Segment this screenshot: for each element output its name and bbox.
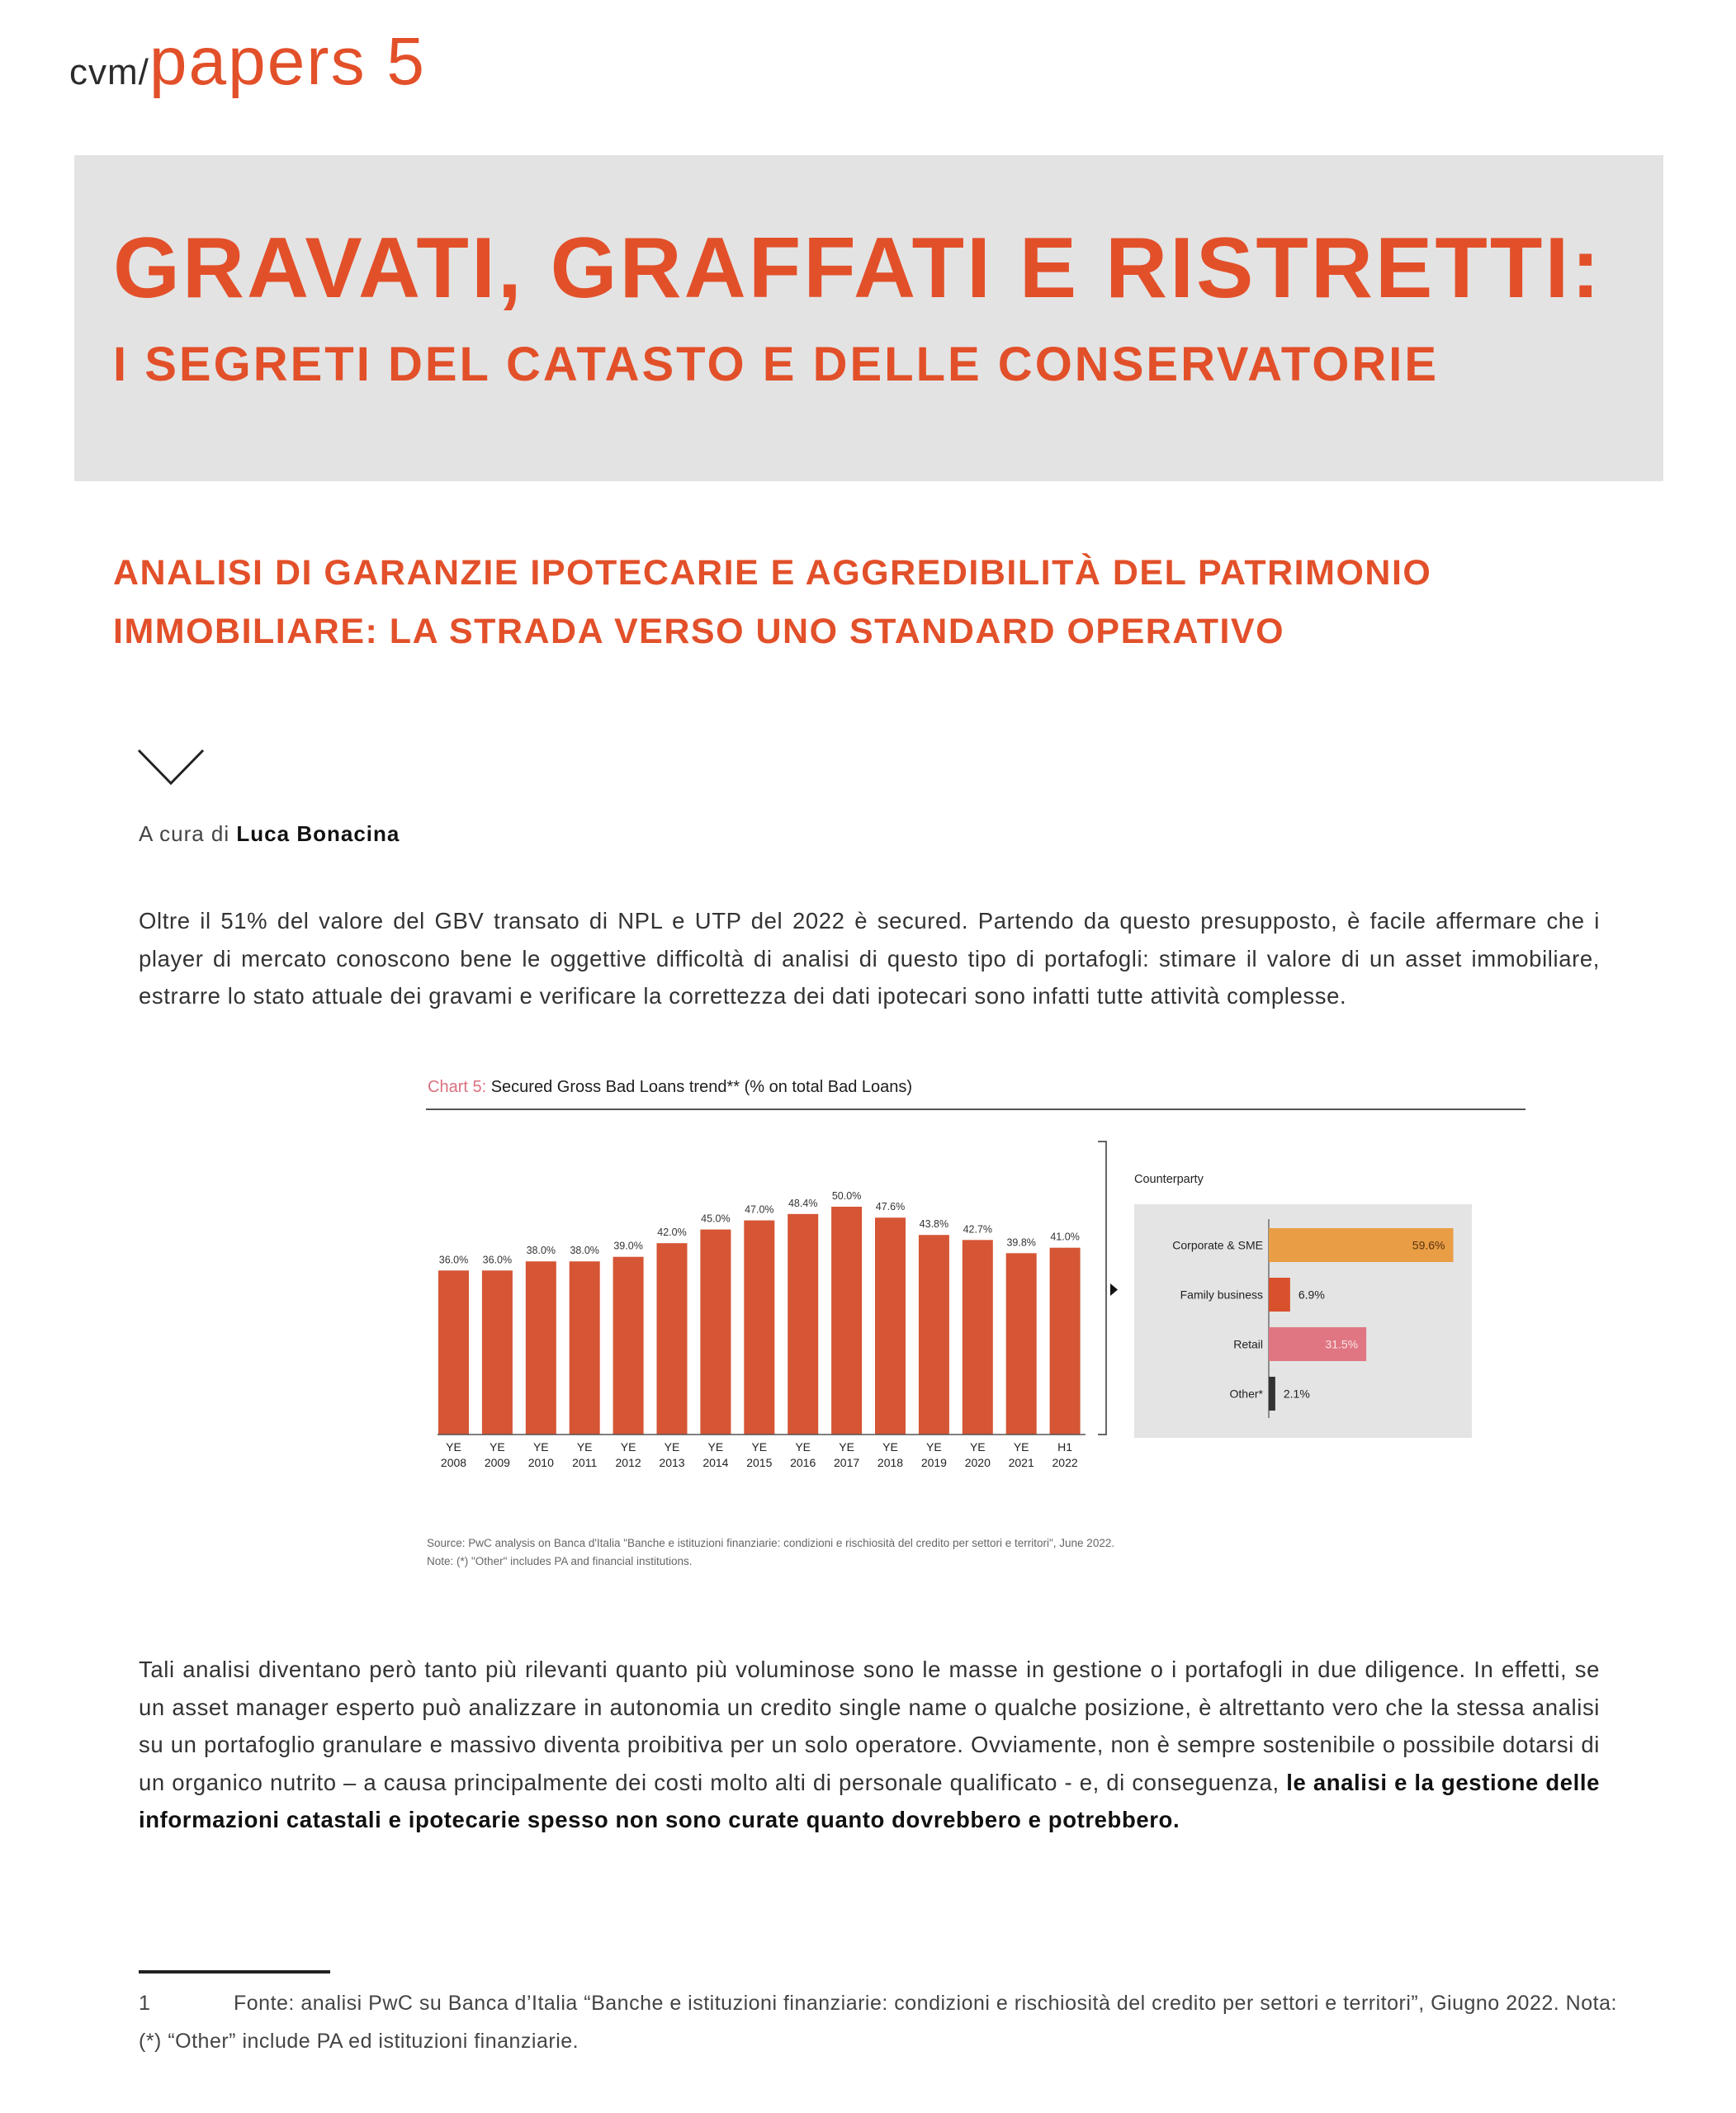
x-tick-label: YE	[532, 1440, 549, 1454]
page-title: GRAVATI, GRAFFATI E RISTRETTI:	[113, 220, 1602, 316]
x-tick-label: 2021	[1008, 1456, 1034, 1469]
footnote-divider	[139, 1970, 330, 1974]
bar-value-label: 42.7%	[963, 1223, 993, 1236]
x-tick-label: YE	[620, 1440, 636, 1454]
bracket	[1098, 1142, 1106, 1435]
x-tick-label: H1	[1057, 1440, 1073, 1454]
footnote-number: 1	[139, 1992, 151, 2015]
x-tick-label: YE	[576, 1440, 593, 1454]
bar-value-label: 43.8%	[919, 1218, 949, 1231]
chart-title	[428, 1078, 912, 1097]
footnote-text: Fonte: analisi PwC su Banca d’Italia “Banche e istituzioni finanziarie: condizioni e rischiosità del credito per settori e territori”, Giugno 2022. Nota: (*) “Other” include PA ed istituzioni finanziarie.	[139, 1992, 1617, 2053]
x-tick-label: YE	[751, 1440, 768, 1454]
brand-name: papers 5	[149, 24, 427, 99]
chart-title-label: Chart 5:	[428, 1078, 487, 1096]
bar	[657, 1243, 688, 1435]
hero-banner	[74, 155, 1663, 481]
counterparty-label: Other*	[1229, 1387, 1263, 1401]
bar	[700, 1230, 731, 1435]
x-tick-label: 2016	[790, 1456, 816, 1469]
counterparty-label: Family business	[1180, 1288, 1263, 1302]
page-title-secondary: I SEGRETI DEL CATASTO E DELLE CONSERVATORIE	[113, 338, 1440, 391]
section-subtitle-line2: IMMOBILIARE: LA STRADA VERSO UNO STANDARD OPERATIVO	[113, 612, 1285, 651]
publication-brand	[69, 23, 426, 101]
bar-value-label: 47.0%	[745, 1203, 774, 1216]
bar-value-label: 36.0%	[438, 1254, 469, 1266]
counterparty-label: Retail	[1233, 1337, 1263, 1351]
body-paragraph-2	[139, 1651, 1600, 1839]
x-tick-label: 2022	[1052, 1456, 1078, 1469]
chevron-down-icon	[137, 747, 205, 788]
bar-value-label: 39.0%	[613, 1240, 643, 1252]
chart-title-text: Secured Gross Bad Loans trend** (% on total Bad Loans)	[490, 1078, 913, 1096]
bar	[875, 1217, 906, 1435]
footnote	[139, 1984, 1625, 2060]
x-tick-label: YE	[926, 1440, 942, 1454]
bar	[919, 1235, 949, 1435]
x-tick-label: 2014	[702, 1456, 729, 1469]
bar-value-label: 38.0%	[526, 1245, 556, 1257]
bar	[963, 1240, 993, 1435]
bar	[526, 1261, 556, 1435]
x-tick-label: 2020	[964, 1456, 991, 1469]
counterparty-title: Counterparty	[1134, 1173, 1204, 1186]
counterparty-value-label: 59.6%	[1412, 1238, 1445, 1252]
bar	[831, 1207, 862, 1435]
x-tick-label: 2011	[572, 1456, 598, 1469]
bar-value-label: 39.8%	[1006, 1236, 1036, 1249]
x-tick-label: 2018	[877, 1456, 904, 1469]
arrow-right-icon	[1110, 1283, 1118, 1296]
x-tick-label: 2013	[659, 1456, 685, 1469]
bar	[1050, 1248, 1081, 1435]
body-paragraph-1: Oltre il 51% del valore del GBV transato di NPL e UTP del 2022 è secured. Partendo da questo presupposto, è facile affermare che i player di mercato conoscono bene le oggettive difficoltà di analisi di questo tipo di portafogli: stimare il valore di un asset immobiliare, estrarre lo stato attuale dei gravami e verificare la correttezza dei dati ipotecari sono infatti tutte attività complesse.	[139, 908, 1600, 1009]
x-tick-label: YE	[446, 1440, 461, 1454]
counterparty-value-label: 31.5%	[1325, 1337, 1359, 1351]
counterparty-label: Corporate & SME	[1172, 1238, 1263, 1252]
chart-source-text: Source: PwC analysis on Banca d'Italia "Banche e istituzioni finanziarie: condizioni e rischiosità del credito per settori e territori", June 2022.	[427, 1537, 1115, 1549]
x-tick-label: 2008	[440, 1456, 467, 1469]
bar-value-label: 47.6%	[875, 1201, 906, 1213]
bar-series	[438, 1190, 1081, 1435]
bar	[788, 1214, 818, 1435]
x-tick-label: YE	[707, 1440, 724, 1454]
x-tick-label: 2017	[834, 1456, 860, 1469]
bar-value-label: 41.0%	[1050, 1231, 1080, 1243]
counterparty-bar	[1269, 1377, 1275, 1411]
counterparty-bar	[1269, 1278, 1290, 1312]
bar	[1006, 1253, 1037, 1435]
bad-loans-chart	[413, 1139, 1502, 1486]
bar-value-label: 36.0%	[482, 1254, 513, 1266]
paragraph-2-text: Tali analisi diventano però tanto più rilevanti quanto più voluminose sono le masse in gestione o i portafogli in due diligence. In effetti, se un asset manager esperto può analizzare in autonomia un credito single name o qualche posizione, è altrettanto vero che la stessa analisi su un portafoglio granulare e massivo diventa proibitiva per un solo operatore. Ovviamente, non è sempre sostenibile o possibile dotarsi di un organico nutrito – a causa principalmente dei costi molto alti di personale qualificato - e, di conseguenza,	[139, 1657, 1600, 1795]
author-name: Luca Bonacina	[236, 821, 400, 846]
x-tick-label: 2009	[484, 1456, 510, 1469]
x-tick-label: YE	[882, 1440, 898, 1454]
brand-prefix: cvm/	[69, 52, 149, 92]
x-tick-label: YE	[664, 1440, 680, 1454]
x-tick-label: 2019	[920, 1456, 947, 1469]
bar	[438, 1270, 469, 1435]
bar	[613, 1257, 644, 1435]
bar-value-label: 38.0%	[570, 1245, 599, 1257]
bar-value-label: 45.0%	[701, 1212, 731, 1225]
counterparty-value-label: 6.9%	[1298, 1288, 1325, 1302]
bar-value-label: 42.0%	[657, 1227, 687, 1239]
bar-value-label: 48.4%	[788, 1197, 818, 1209]
paragraph-2-emphasis: le analisi e la gestione delle informazioni catastali e ipotecarie spesso non sono curate quanto dovrebbero e potrebbero.	[139, 1769, 1600, 1832]
x-tick-label: YE	[839, 1440, 854, 1454]
x-tick-label: 2012	[615, 1456, 641, 1469]
x-tick-label: YE	[490, 1440, 505, 1454]
x-tick-label: YE	[795, 1440, 811, 1454]
bar-value-label: 50.0%	[831, 1190, 862, 1202]
section-subtitle-line1: ANALISI DI GARANZIE IPOTECARIE E AGGREDIBILITÀ DEL PATRIMONIO	[113, 553, 1432, 593]
x-tick-label: 2010	[527, 1456, 554, 1469]
chart-title-rule	[426, 1108, 1526, 1110]
bar	[570, 1261, 600, 1435]
bar	[482, 1270, 513, 1435]
chart-note-text: Note: (*) "Other" includes PA and financial institutions.	[427, 1555, 693, 1567]
x-tick-label: YE	[1013, 1440, 1029, 1454]
chart-source	[427, 1534, 1114, 1571]
byline	[139, 821, 400, 847]
counterparty-value-label: 2.1%	[1283, 1387, 1310, 1401]
x-axis-labels	[441, 1440, 1078, 1469]
byline-prefix: A cura di	[139, 821, 237, 846]
x-tick-label: YE	[969, 1440, 986, 1454]
x-tick-label: 2015	[746, 1456, 773, 1469]
bar	[744, 1221, 774, 1435]
